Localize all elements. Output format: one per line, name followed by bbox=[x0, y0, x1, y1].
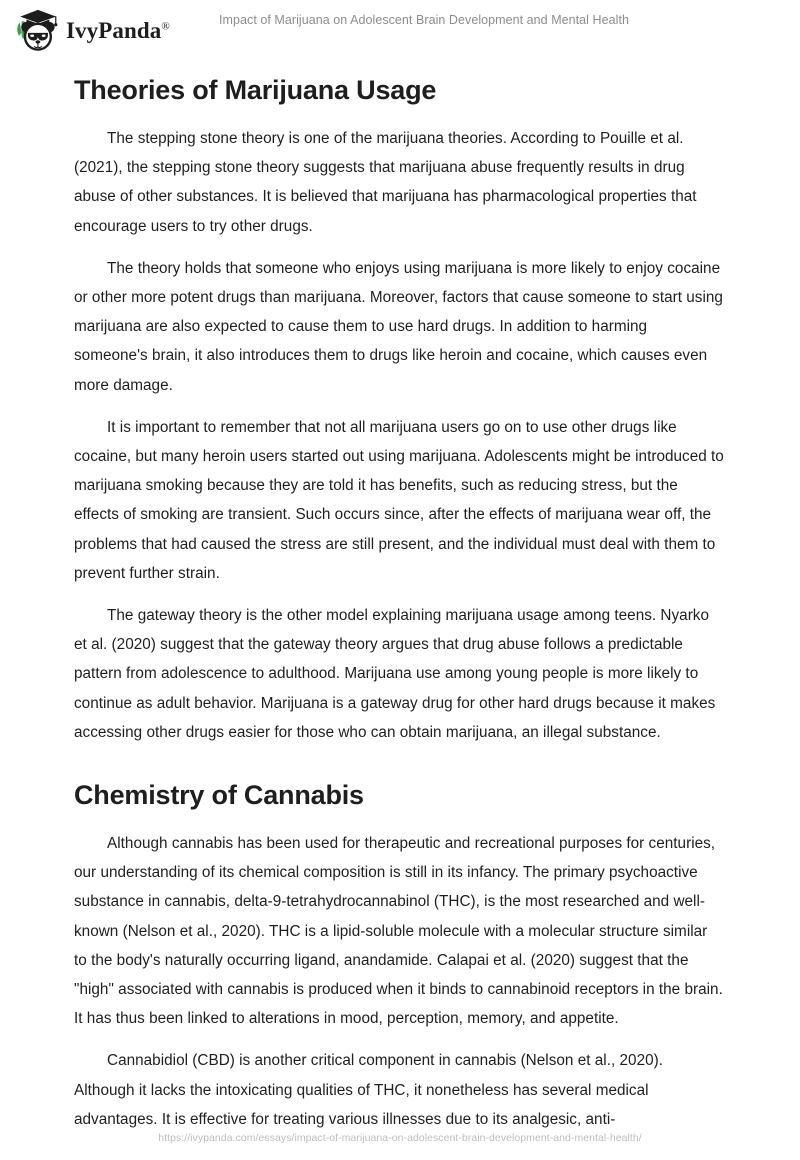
brand-name: IvyPanda® bbox=[66, 17, 170, 43]
paragraph: Although cannabis has been used for therapeutic and recreational purposes for centuries, our understanding of its chemical composition is still in its infancy. The primary psychoactive substance in cannabis, delta-9-tetrahydrocannabinol (THC), is the most researched and well-known (Nelson et al., 2020). THC is a lipid-soluble molecule with a molecular structure similar to the body's naturally occurring ligand, anandamide. Calapai et al. (2020) suggest that the "high" associated with cannabis is produced when it binds to cannabinoid receptors in the brain. It has thus been linked to alterations in mood, perception, memory, and appetite. bbox=[74, 834, 723, 1028]
paragraph: The stepping stone theory is one of the marijuana theories. According to Pouille et al. (2021), the stepping stone theory suggests that marijuana abuse frequently results in drug abuse of other substances. It is believed that marijuana has pharmacological properties that encourage users to try other drugs. bbox=[74, 129, 697, 235]
page-footer bbox=[0, 1128, 800, 1146]
paragraph: The theory holds that someone who enjoys using marijuana is more likely to enjoy cocaine or other more potent drugs than marijuana. Moreover, factors that cause someone to start using marijuana are also expected to cause them to use hard drugs. In addition to harming someone's brain, it also introduces them to drugs like heroin and cocaine, which causes even more damage. bbox=[74, 259, 723, 394]
paragraph: It is important to remember that not all marijuana users go on to use other drugs like cocaine, but many heroin users started out using marijuana. Adolescents might be introduced to marijuana smoking because they are told it has benefits, such as reducing stress, but the effects of smoking are transient. Such occurs since, after the effects of marijuana wear off, the problems that had caused the stress are still present, and the individual must deal with them to prevent further strain. bbox=[74, 418, 724, 582]
document-running-title: Impact of Marijuana on Adolescent Brain Development and Mental Health bbox=[219, 13, 629, 27]
paragraph: The gateway theory is the other model explaining marijuana usage among teens. Nyarko et al. (2020) suggest that the gateway theory argues that drug abuse follows a predictable pattern from adolescence to adulthood. Marijuana use among young people is more likely to continue as adult behavior. Marijuana is a gateway drug for other hard drugs because it makes accessing other drugs easier for those who can obtain marijuana, an illegal substance. bbox=[74, 606, 716, 741]
document-body bbox=[74, 60, 724, 1134]
section-heading-chemistry-of-cannabis: Chemistry of Cannabis bbox=[74, 780, 364, 810]
paragraph: Cannabidiol (CBD) is another critical component in cannabis (Nelson et al., 2020). Although it lacks the intoxicating qualities of THC, it nonetheless has several medical advantages. It is effective for treating various illnesses due to its analgesic, anti- bbox=[74, 1052, 664, 1128]
page-header bbox=[0, 0, 800, 58]
registered-trademark-icon: ® bbox=[161, 19, 170, 32]
source-url[interactable]: https://ivypanda.com/essays/impact-of-marijuana-on-adolescent-brain-development-and-mental-health/ bbox=[158, 1132, 642, 1144]
section-heading-theories-of-marijuana-usage: Theories of Marijuana Usage bbox=[74, 75, 437, 105]
